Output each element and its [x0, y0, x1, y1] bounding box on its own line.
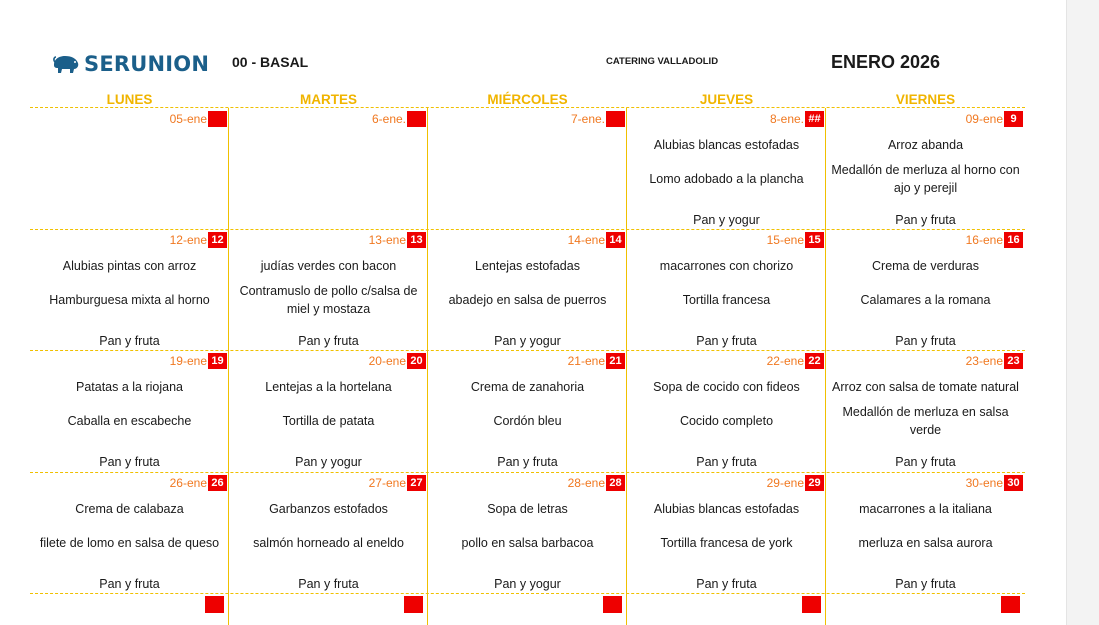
second-course: filete de lomo en salsa de queso	[39, 536, 220, 550]
second-course: Hamburguesa mixta al horno	[49, 293, 210, 307]
bread-dessert: Pan y fruta	[298, 577, 359, 591]
date-label: 13-ene	[368, 233, 406, 247]
date-badge	[802, 596, 821, 613]
day-cell	[428, 472, 627, 593]
bread-dessert: Pan y yogur	[494, 334, 561, 348]
date-label: 20-ene	[368, 354, 406, 368]
date-label: 28-ene	[567, 476, 605, 490]
date-badge: 13	[407, 232, 426, 248]
second-course: abadejo en salsa de puerros	[448, 293, 607, 307]
second-course: Calamares a la romana	[860, 293, 991, 307]
date-badge	[404, 596, 423, 613]
date-label: 16-ene	[965, 233, 1003, 247]
second-course: Tortilla francesa	[682, 293, 771, 307]
first-course: Alubias blancas estofadas	[653, 138, 800, 152]
date-badge: 21	[606, 353, 625, 369]
date-label: 8-ene.	[769, 112, 804, 126]
day-cell	[229, 472, 428, 593]
bread-dessert: Pan y fruta	[696, 334, 757, 348]
date-badge	[407, 111, 426, 127]
day-cell	[229, 350, 428, 471]
second-course: Medallón de merluza al horno con ajo y perejil	[831, 163, 1020, 195]
day-cell	[229, 229, 428, 350]
second-course: pollo en salsa barbacoa	[461, 536, 594, 550]
day-cell	[30, 350, 229, 471]
date-label: 21-ene	[567, 354, 605, 368]
bread-dessert: Pan y fruta	[99, 455, 160, 469]
catering-name: CATERING VALLADOLID	[606, 56, 719, 67]
first-course: Lentejas estofadas	[475, 259, 580, 273]
date-badge: 12	[208, 232, 227, 248]
date-label: 19-ene	[169, 354, 207, 368]
date-badge: 16	[1004, 232, 1023, 248]
day-cell	[30, 472, 229, 593]
date-badge: 9	[1004, 111, 1023, 127]
bread-dessert: Pan y yogur	[295, 455, 362, 469]
date-label: 14-ene	[567, 233, 605, 247]
day-cell	[826, 108, 1025, 229]
day-cell	[30, 229, 229, 350]
day-cell	[826, 229, 1025, 350]
bread-dessert: Pan y fruta	[298, 334, 359, 348]
first-course: Alubias pintas con arroz	[62, 259, 197, 273]
day-cell	[627, 108, 826, 229]
first-course: Crema de zanahoria	[470, 380, 585, 394]
first-course: Lentejas a la hortelana	[265, 380, 392, 394]
date-label: 22-ene	[766, 354, 804, 368]
second-course: salmón horneado al eneldo	[253, 536, 404, 550]
date-label: 23-ene	[965, 354, 1003, 368]
first-course: Sopa de cocido con fideos	[653, 380, 800, 394]
date-label: 26-ene	[169, 476, 207, 490]
date-badge	[603, 596, 622, 613]
first-course: Patatas a la riojana	[75, 380, 183, 394]
weekday-monday: LUNES	[106, 92, 153, 107]
first-course: macarrones a la italiana	[859, 502, 992, 516]
date-badge	[1001, 596, 1020, 613]
date-label: 30-ene	[965, 476, 1003, 490]
date-badge: 30	[1004, 475, 1023, 491]
second-course: Lomo adobado a la plancha	[649, 172, 804, 186]
day-cell	[627, 350, 826, 471]
day-cell	[428, 108, 627, 229]
serunion-logo	[52, 52, 209, 76]
first-course: macarrones con chorizo	[659, 259, 794, 273]
date-badge: 20	[407, 353, 426, 369]
first-course: Crema de verduras	[872, 259, 979, 273]
bread-dessert: Pan y fruta	[696, 455, 757, 469]
bread-dessert: Pan y fruta	[895, 213, 956, 227]
bread-dessert: Pan y fruta	[895, 577, 956, 591]
first-course: Garbanzos estofados	[269, 502, 388, 516]
first-course: Crema de calabaza	[75, 502, 184, 516]
second-course: Cocido completo	[679, 414, 774, 428]
menu-header	[0, 0, 1066, 95]
day-cell	[627, 472, 826, 593]
date-label: 7-ene.	[570, 112, 605, 126]
second-course: merluza en salsa aurora	[858, 536, 993, 550]
date-badge: 28	[606, 475, 625, 491]
date-label: 15-ene	[766, 233, 804, 247]
first-course: Arroz con salsa de tomate natural	[832, 380, 1019, 394]
date-label: 29-ene	[766, 476, 804, 490]
date-label: 6-ene.	[371, 112, 406, 126]
weekday-tuesday: MARTES	[300, 92, 357, 107]
date-label: 12-ene	[169, 233, 207, 247]
second-course: Contramuslo de pollo c/salsa de miel y mostaza	[239, 284, 418, 316]
page-margin	[1066, 0, 1099, 625]
day-cell	[428, 229, 627, 350]
logo-text: SERUNION	[84, 52, 210, 76]
weekday-wednesday: MIÉRCOLES	[487, 92, 568, 107]
date-badge: 27	[407, 475, 426, 491]
day-cell	[428, 350, 627, 471]
second-course: Caballa en escabeche	[67, 414, 192, 428]
first-course: judías verdes con bacon	[260, 259, 397, 273]
second-course: Tortilla de patata	[282, 414, 375, 428]
bread-dessert: Pan y fruta	[895, 334, 956, 348]
week-divider	[30, 593, 1025, 594]
date-badge: ##	[805, 111, 824, 127]
first-course: Arroz abanda	[887, 138, 964, 152]
date-label: 27-ene	[368, 476, 406, 490]
day-cell	[30, 108, 229, 229]
first-course: Sopa de letras	[487, 502, 568, 516]
day-cell	[627, 229, 826, 350]
day-cell	[229, 108, 428, 229]
second-course: Tortilla francesa de york	[660, 536, 793, 550]
month-title: ENERO 2026	[831, 52, 941, 72]
bread-dessert: Pan y yogur	[494, 577, 561, 591]
day-cell	[826, 472, 1025, 593]
date-label: 09-ene	[965, 112, 1003, 126]
menu-calendar-grid	[30, 108, 1025, 625]
date-badge: 15	[805, 232, 824, 248]
date-badge: 19	[208, 353, 227, 369]
date-badge: 22	[805, 353, 824, 369]
date-badge	[208, 111, 227, 127]
bison-logo-icon	[52, 53, 80, 75]
bread-dessert: Pan y fruta	[99, 334, 160, 348]
menu-code: 00 - BASAL	[232, 54, 309, 70]
bread-dessert: Pan y fruta	[696, 577, 757, 591]
weekday-friday: VIERNES	[895, 92, 956, 107]
bread-dessert: Pan y fruta	[895, 455, 956, 469]
date-badge: 26	[208, 475, 227, 491]
date-label: 05-ene	[169, 112, 207, 126]
day-cell	[826, 350, 1025, 471]
date-badge	[606, 111, 625, 127]
date-badge: 23	[1004, 353, 1023, 369]
date-badge: 29	[805, 475, 824, 491]
weekday-thursday: JUEVES	[699, 92, 754, 107]
bread-dessert: Pan y yogur	[693, 213, 760, 227]
second-course: Cordón bleu	[493, 414, 562, 428]
date-badge	[205, 596, 224, 613]
bread-dessert: Pan y fruta	[99, 577, 160, 591]
second-course: Medallón de merluza en salsa verde	[842, 405, 1009, 437]
date-badge: 14	[606, 232, 625, 248]
bread-dessert: Pan y fruta	[497, 455, 558, 469]
first-course: Alubias blancas estofadas	[653, 502, 800, 516]
weekday-header-row	[30, 92, 1025, 108]
